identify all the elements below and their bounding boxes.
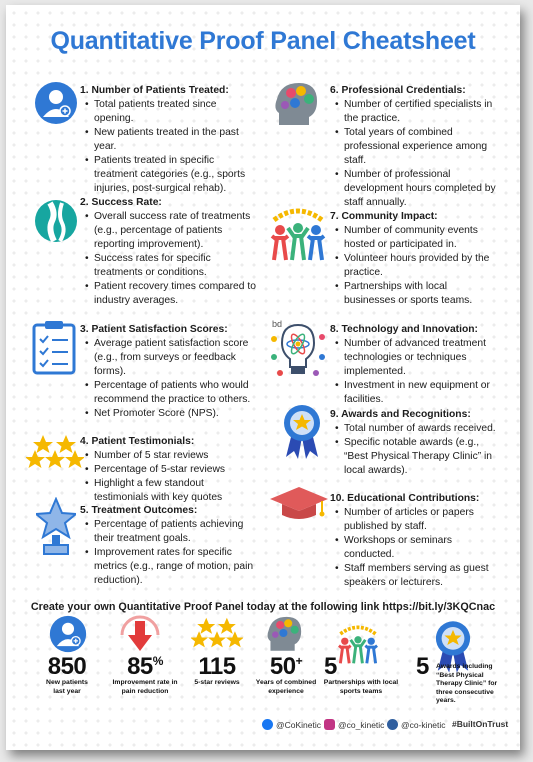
bullet-item: • Overall success rate of treatments (e.g., percentage of patients reporting improvement). xyxy=(94,210,258,252)
stat-pain-reduction xyxy=(110,655,180,696)
stat-partnerships xyxy=(322,655,400,696)
lightbulb-atom-icon xyxy=(268,317,328,381)
section-heading: 7. Community Impact: xyxy=(330,211,438,222)
social-linkedin[interactable] xyxy=(387,719,446,730)
stat-label: Improvement rate in pain reduction xyxy=(112,679,178,695)
stat-value: 5 xyxy=(416,653,429,680)
bullet-item: • Number of certified specialists in the practice. xyxy=(344,98,500,126)
bullet-item: • Total patients treated since opening. xyxy=(94,98,258,126)
bullet-item: • Highlight a few standout testimonials with key quotes xyxy=(94,477,258,505)
section-heading: 2. Success Rate: xyxy=(80,197,162,208)
section-technology-innovation xyxy=(330,323,500,407)
facebook-icon xyxy=(262,719,273,730)
cheatsheet-page xyxy=(6,5,520,750)
bullet-item: • Total number of awards received. xyxy=(344,422,500,436)
section-heading: 9. Awards and Recognitions: xyxy=(330,409,471,420)
bullet-item: • Investment in new equipment or facilities. xyxy=(344,379,500,407)
section-educational-contributions xyxy=(330,492,500,590)
section-heading: 1. Number of Patients Treated: xyxy=(80,85,229,96)
bullet-item: • Total years of combined professional experience among staff. xyxy=(344,126,500,168)
section-treatment-outcomes xyxy=(80,504,258,588)
section-patients-treated xyxy=(80,84,258,196)
stat-value: 50+ xyxy=(269,653,303,680)
social-facebook[interactable] xyxy=(262,719,321,730)
bullet-item: • Number of community events hosted or participated in. xyxy=(344,224,500,252)
cta-link-text[interactable]: Create your own Quantitative Proof Panel today at the following link https://bit.ly/3KQCnac xyxy=(30,601,496,613)
section-heading: 6. Professional Credentials: xyxy=(330,85,466,96)
stat-label: Years of combined experience xyxy=(255,679,317,695)
bullet-item: • New patients treated in the past year. xyxy=(94,126,258,154)
stat-label: Awards including “Best Physical Therapy Clinic” for three consecutive years. xyxy=(436,663,498,704)
section-heading: 4. Patient Testimonials: xyxy=(80,436,195,447)
bullet-item: • Percentage of patients who would recommend the practice to others. xyxy=(94,379,258,407)
bullet-item: • Number of articles or papers published by staff. xyxy=(344,506,500,534)
section-heading: 5. Treatment Outcomes: xyxy=(80,505,198,516)
bullet-item: • Improvement rates for specific metrics (e.g., range of motion, pain reduction). xyxy=(94,546,258,588)
award-ribbon-icon xyxy=(282,403,322,459)
bullet-item: • Percentage of patients achieving their treatment goals. xyxy=(94,518,258,546)
bullet-item: • Percentage of 5-star reviews xyxy=(94,463,258,477)
knee-joint-icon xyxy=(34,199,78,243)
bullet-item: • Net Promoter Score (NPS). xyxy=(94,407,258,421)
section-heading: 10. Educational Contributions: xyxy=(330,493,480,504)
stat-combined-experience xyxy=(254,655,318,696)
page-title: Quantitative Proof Panel Cheatsheet xyxy=(50,27,476,55)
instagram-icon xyxy=(324,719,335,730)
pain-reduction-icon xyxy=(120,615,160,653)
bullet-item: • Number of 5 star reviews xyxy=(94,449,258,463)
bullet-item: • Average patient satisfaction score (e.g., from surveys or feedback forms). xyxy=(94,337,258,379)
bullet-item: • Number of advanced treatment technologies or techniques implemented. xyxy=(344,337,500,379)
graduation-cap-icon xyxy=(268,483,330,523)
bullet-item: • Number of professional development hours completed by staff annually. xyxy=(344,168,500,210)
social-instagram[interactable] xyxy=(324,719,384,730)
bullet-item: • Staff members serving as guest speakers or lecturers. xyxy=(344,562,500,590)
bullet-item: • Patient recovery times compared to industry averages. xyxy=(94,280,258,308)
stat-label: New patients last year xyxy=(46,679,88,695)
section-patient-testimonials xyxy=(80,435,258,505)
stat-value: 5 xyxy=(324,653,337,680)
bullet-item: • Volunteer hours provided by the practice. xyxy=(344,252,500,280)
bullet-item: • Patients treated in specific treatment categories (e.g., sports injuries, post-surgical rehab). xyxy=(94,154,258,196)
stat-value: 85% xyxy=(127,653,163,680)
hashtag xyxy=(452,719,508,729)
svg-text:bd: bd xyxy=(272,319,283,329)
stat-value: 850 xyxy=(47,653,87,680)
five-stars-icon xyxy=(26,433,84,471)
stat-five-star-reviews xyxy=(186,655,248,688)
linkedin-icon xyxy=(387,719,398,730)
section-heading: 8. Technology and Innovation: xyxy=(330,324,478,335)
stat-value: 115 xyxy=(198,653,236,680)
bullet-item: • Workshops or seminars conducted. xyxy=(344,534,500,562)
hashtag-text: #BuiltOnTrust xyxy=(452,719,509,729)
head-gears-icon xyxy=(264,613,306,653)
section-community-impact xyxy=(330,210,500,308)
instagram-handle: @co_kinetic xyxy=(338,719,385,730)
linkedin-handle: @co-kinetic xyxy=(401,719,446,730)
section-heading: 3. Patient Satisfaction Scores: xyxy=(80,324,228,335)
section-patient-satisfaction xyxy=(80,323,258,421)
clipboard-checklist-icon xyxy=(30,319,78,375)
stat-new-patients xyxy=(38,655,96,696)
stat-awards xyxy=(400,655,512,706)
section-awards-recognitions xyxy=(330,408,500,478)
trophy-star-icon xyxy=(36,497,76,557)
bullet-item: • Specific notable awards (e.g., “Best Physical Therapy Clinic” in local awards). xyxy=(344,436,500,478)
stat-label: 5-star reviews xyxy=(194,679,240,686)
section-success-rate xyxy=(80,196,258,308)
stars-icon xyxy=(191,615,243,651)
stat-label: Partnerships with local sports teams xyxy=(323,679,399,695)
facebook-handle: @CoKinetic xyxy=(276,719,322,730)
community-people-icon xyxy=(268,200,328,262)
section-professional-credentials xyxy=(330,84,500,210)
bullet-item: • Partnerships with local businesses or sports teams. xyxy=(344,280,500,308)
patient-icon xyxy=(34,81,78,125)
bullet-item: • Success rates for specific treatments or conditions. xyxy=(94,252,258,280)
patient-icon xyxy=(49,615,87,653)
head-gears-icon xyxy=(271,79,323,127)
